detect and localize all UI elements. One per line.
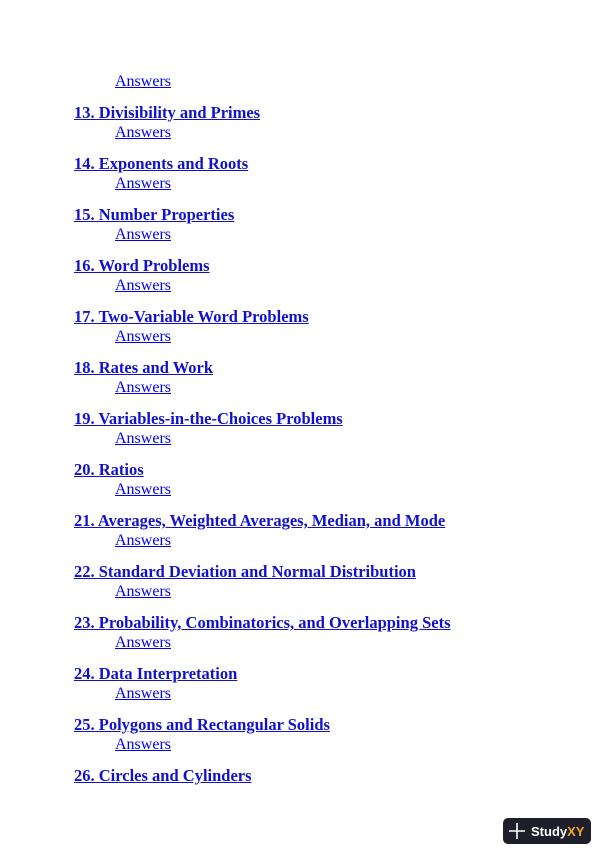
answers-link-22[interactable]: Answers: [115, 583, 171, 600]
chapter-link-24[interactable]: 24. Data Interpretation: [74, 664, 238, 683]
answers-link-20[interactable]: Answers: [115, 481, 171, 498]
chapter-link-13[interactable]: 13. Divisibility and Primes: [74, 103, 261, 122]
table-of-contents: [74, 72, 594, 786]
answers-link-15[interactable]: Answers: [115, 226, 171, 243]
studyxy-badge[interactable]: [503, 818, 591, 844]
chapter-link-21[interactable]: 21. Averages, Weighted Averages, Median, and Mode: [74, 511, 446, 530]
chapter-link-22[interactable]: 22. Standard Deviation and Normal Distribution: [74, 562, 416, 581]
chapter-link-26[interactable]: 26. Circles and Cylinders: [74, 766, 252, 785]
answers-link-23[interactable]: Answers: [115, 634, 171, 651]
answers-link-18[interactable]: Answers: [115, 379, 171, 396]
chapter-link-16[interactable]: 16. Word Problems: [74, 256, 210, 275]
chapter-link-23[interactable]: 23. Probability, Combinatorics, and Overlapping Sets: [74, 613, 451, 632]
answers-link-14[interactable]: Answers: [115, 175, 171, 192]
chapter-link-18[interactable]: 18. Rates and Work: [74, 358, 214, 377]
answers-link-21[interactable]: Answers: [115, 532, 171, 549]
chapter-link-20[interactable]: 20. Ratios: [74, 460, 144, 479]
brand-name-accent: XY: [567, 823, 585, 839]
chapter-link-15[interactable]: 15. Number Properties: [74, 205, 235, 224]
chapter-link-19[interactable]: 19. Variables-in-the-Choices Problems: [74, 409, 343, 428]
chapter-link-17[interactable]: 17. Two-Variable Word Problems: [74, 307, 309, 326]
answers-link-24[interactable]: Answers: [115, 685, 171, 702]
answers-link-13[interactable]: Answers: [115, 124, 171, 141]
chapter-link-14[interactable]: 14. Exponents and Roots: [74, 154, 249, 173]
answers-link-16[interactable]: Answers: [115, 277, 171, 294]
answers-link-25[interactable]: Answers: [115, 736, 171, 753]
brand-name: Study: [531, 823, 568, 839]
answers-link[interactable]: Answers: [115, 73, 171, 90]
plus-sparkle-icon: [509, 823, 525, 839]
chapter-link-25[interactable]: 25. Polygons and Rectangular Solids: [74, 715, 330, 734]
answers-link-19[interactable]: Answers: [115, 430, 171, 447]
answers-link-17[interactable]: Answers: [115, 328, 171, 345]
